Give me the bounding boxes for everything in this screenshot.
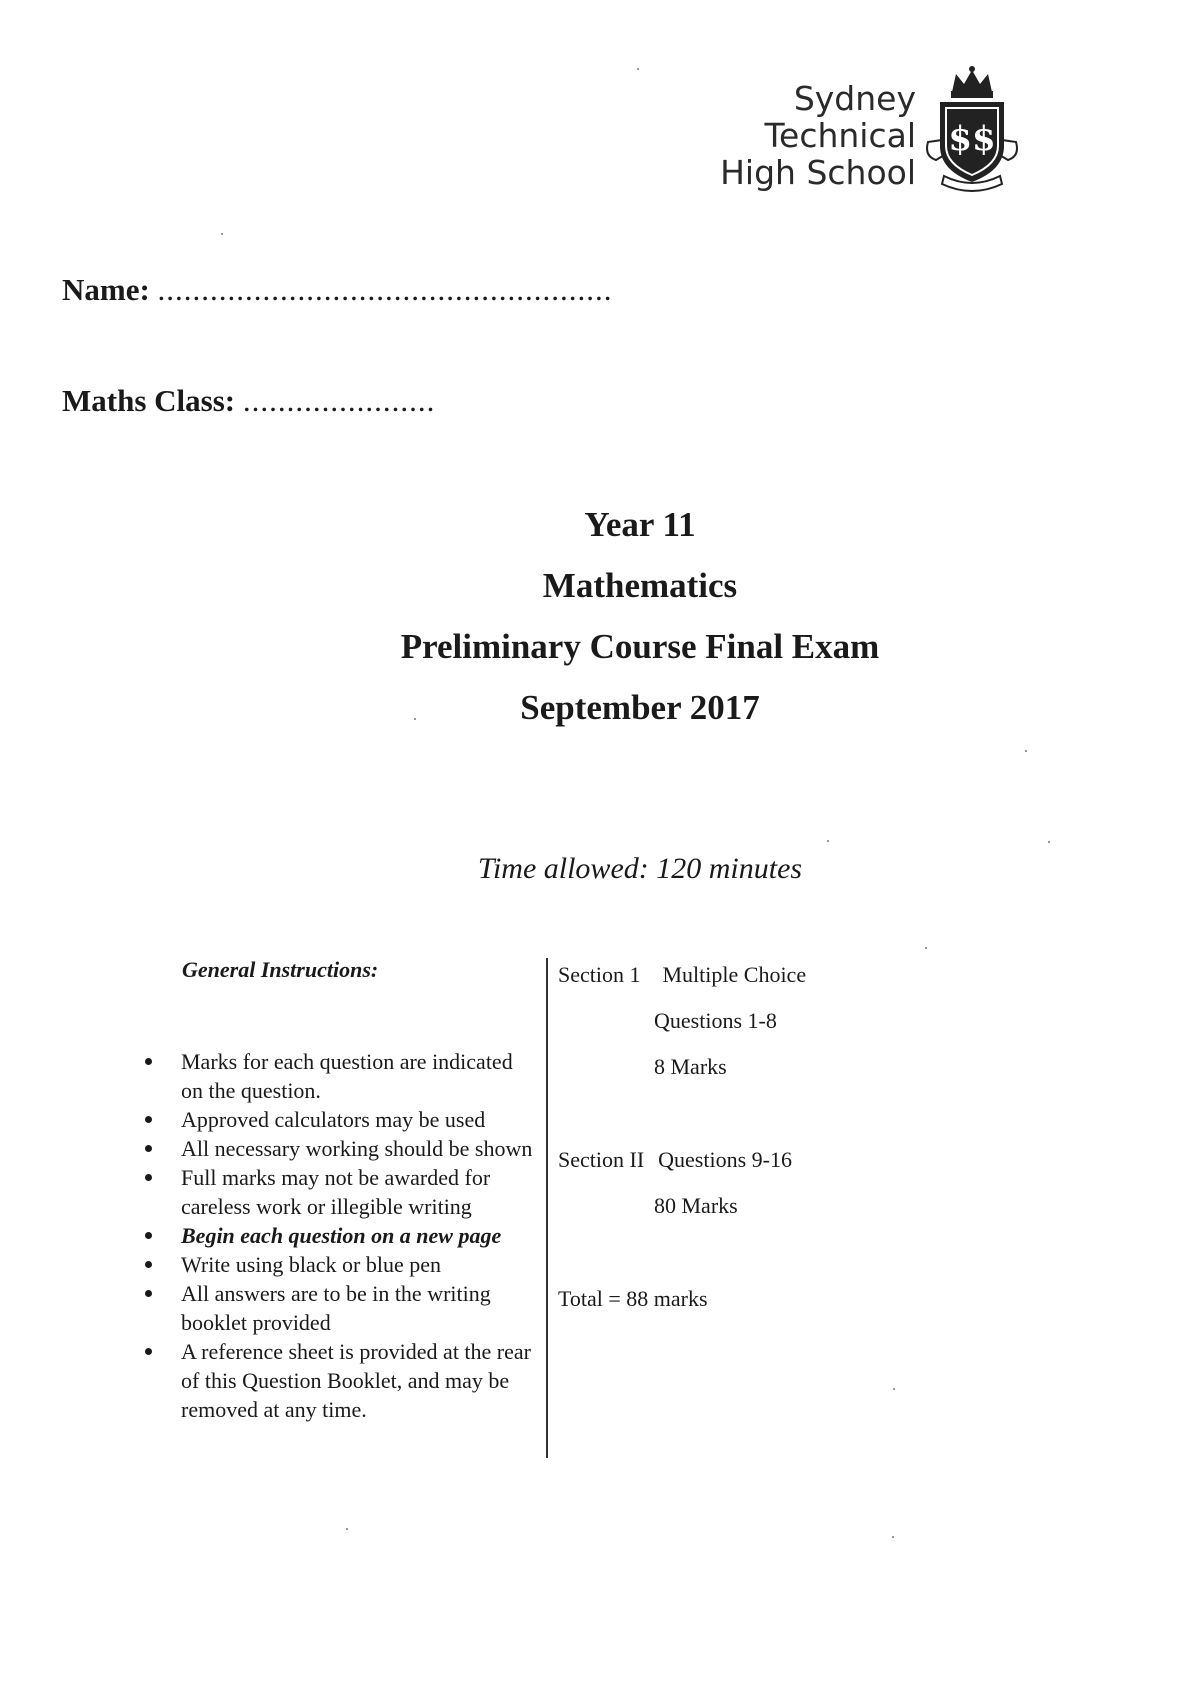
scan-speck [925,947,927,949]
instruction-item [140,1337,540,1424]
bullet-icon [145,1174,152,1181]
bullet-icon [145,1348,152,1355]
instruction-text: All answers are to be in the writing booklet provided [181,1281,491,1335]
scan-speck [414,718,416,720]
section-1-heading [558,962,806,988]
section-1-type: Multiple Choice [662,962,807,987]
instruction-text: Full marks may not be awarded for careless work or illegible writing [181,1165,491,1219]
instruction-item [140,1221,540,1250]
bullet-icon [145,1290,152,1297]
bullet-icon [145,1145,152,1152]
title-date: September 2017 [520,688,760,727]
instruction-item [140,1279,540,1337]
school-name-line: Technical [764,116,916,155]
title-subject: Mathematics [542,566,738,605]
bullet-icon [145,1058,152,1065]
instruction-text: Begin each question on a new page [181,1223,502,1248]
section-2-questions: Questions 9-16 [658,1147,792,1172]
scan-speck [893,1388,895,1390]
instruction-item [140,1134,540,1163]
scan-speck [221,233,223,235]
total-marks: Total = 88 marks [558,1286,708,1311]
instruction-text: Write using black or blue pen [181,1252,441,1277]
bullet-icon [145,1261,152,1268]
instructions-heading: General Instructions: [182,957,379,982]
instruction-item [140,1047,540,1105]
instruction-item [140,1163,540,1221]
scan-speck [346,1528,348,1530]
bullet-icon [145,1232,152,1239]
scan-speck [1048,841,1050,843]
maths-class-dotted-line: ...................... [242,383,436,418]
instruction-item [140,1250,540,1279]
title-exam: Preliminary Course Final Exam [400,627,880,666]
instruction-text: Marks for each question are indicated on the question. [181,1049,513,1103]
instruction-text: Approved calculators may be used [181,1107,486,1132]
section-2-marks: 80 Marks [654,1193,738,1218]
section-2-heading [558,1147,792,1173]
school-name-line: Sydney [793,79,916,118]
name-label: Name: [62,272,150,307]
maths-class-label: Maths Class: [62,383,236,418]
school-name-line: High School [720,153,916,192]
instructions-list [140,1047,540,1424]
instruction-text: A reference sheet is provided at the rear of this Question Booklet, and may be removed at any time. [181,1339,531,1422]
section-1-marks: 8 Marks [654,1054,727,1079]
column-divider [546,958,548,1458]
school-crest-icon [922,64,1022,194]
section-1-label: Section 1 [558,962,641,987]
name-dotted-line: .................................................... [157,272,613,307]
svg-text:$$: $$ [948,119,996,159]
instruction-text: All necessary working should be shown [181,1136,533,1161]
bullet-icon [145,1116,152,1123]
name-field [62,272,613,308]
time-allowed: Time allowed: 120 minutes [477,852,803,885]
exam-title [0,494,1200,738]
section-1-questions: Questions 1-8 [654,1008,777,1033]
section-2-label: Section II [558,1147,645,1172]
scan-speck [637,68,639,70]
school-name [720,80,916,191]
instruction-item [140,1105,540,1134]
scan-speck [1025,750,1027,752]
scan-speck [827,840,829,842]
scan-speck [892,1536,894,1538]
title-year: Year 11 [584,505,696,544]
maths-class-field [62,383,435,419]
